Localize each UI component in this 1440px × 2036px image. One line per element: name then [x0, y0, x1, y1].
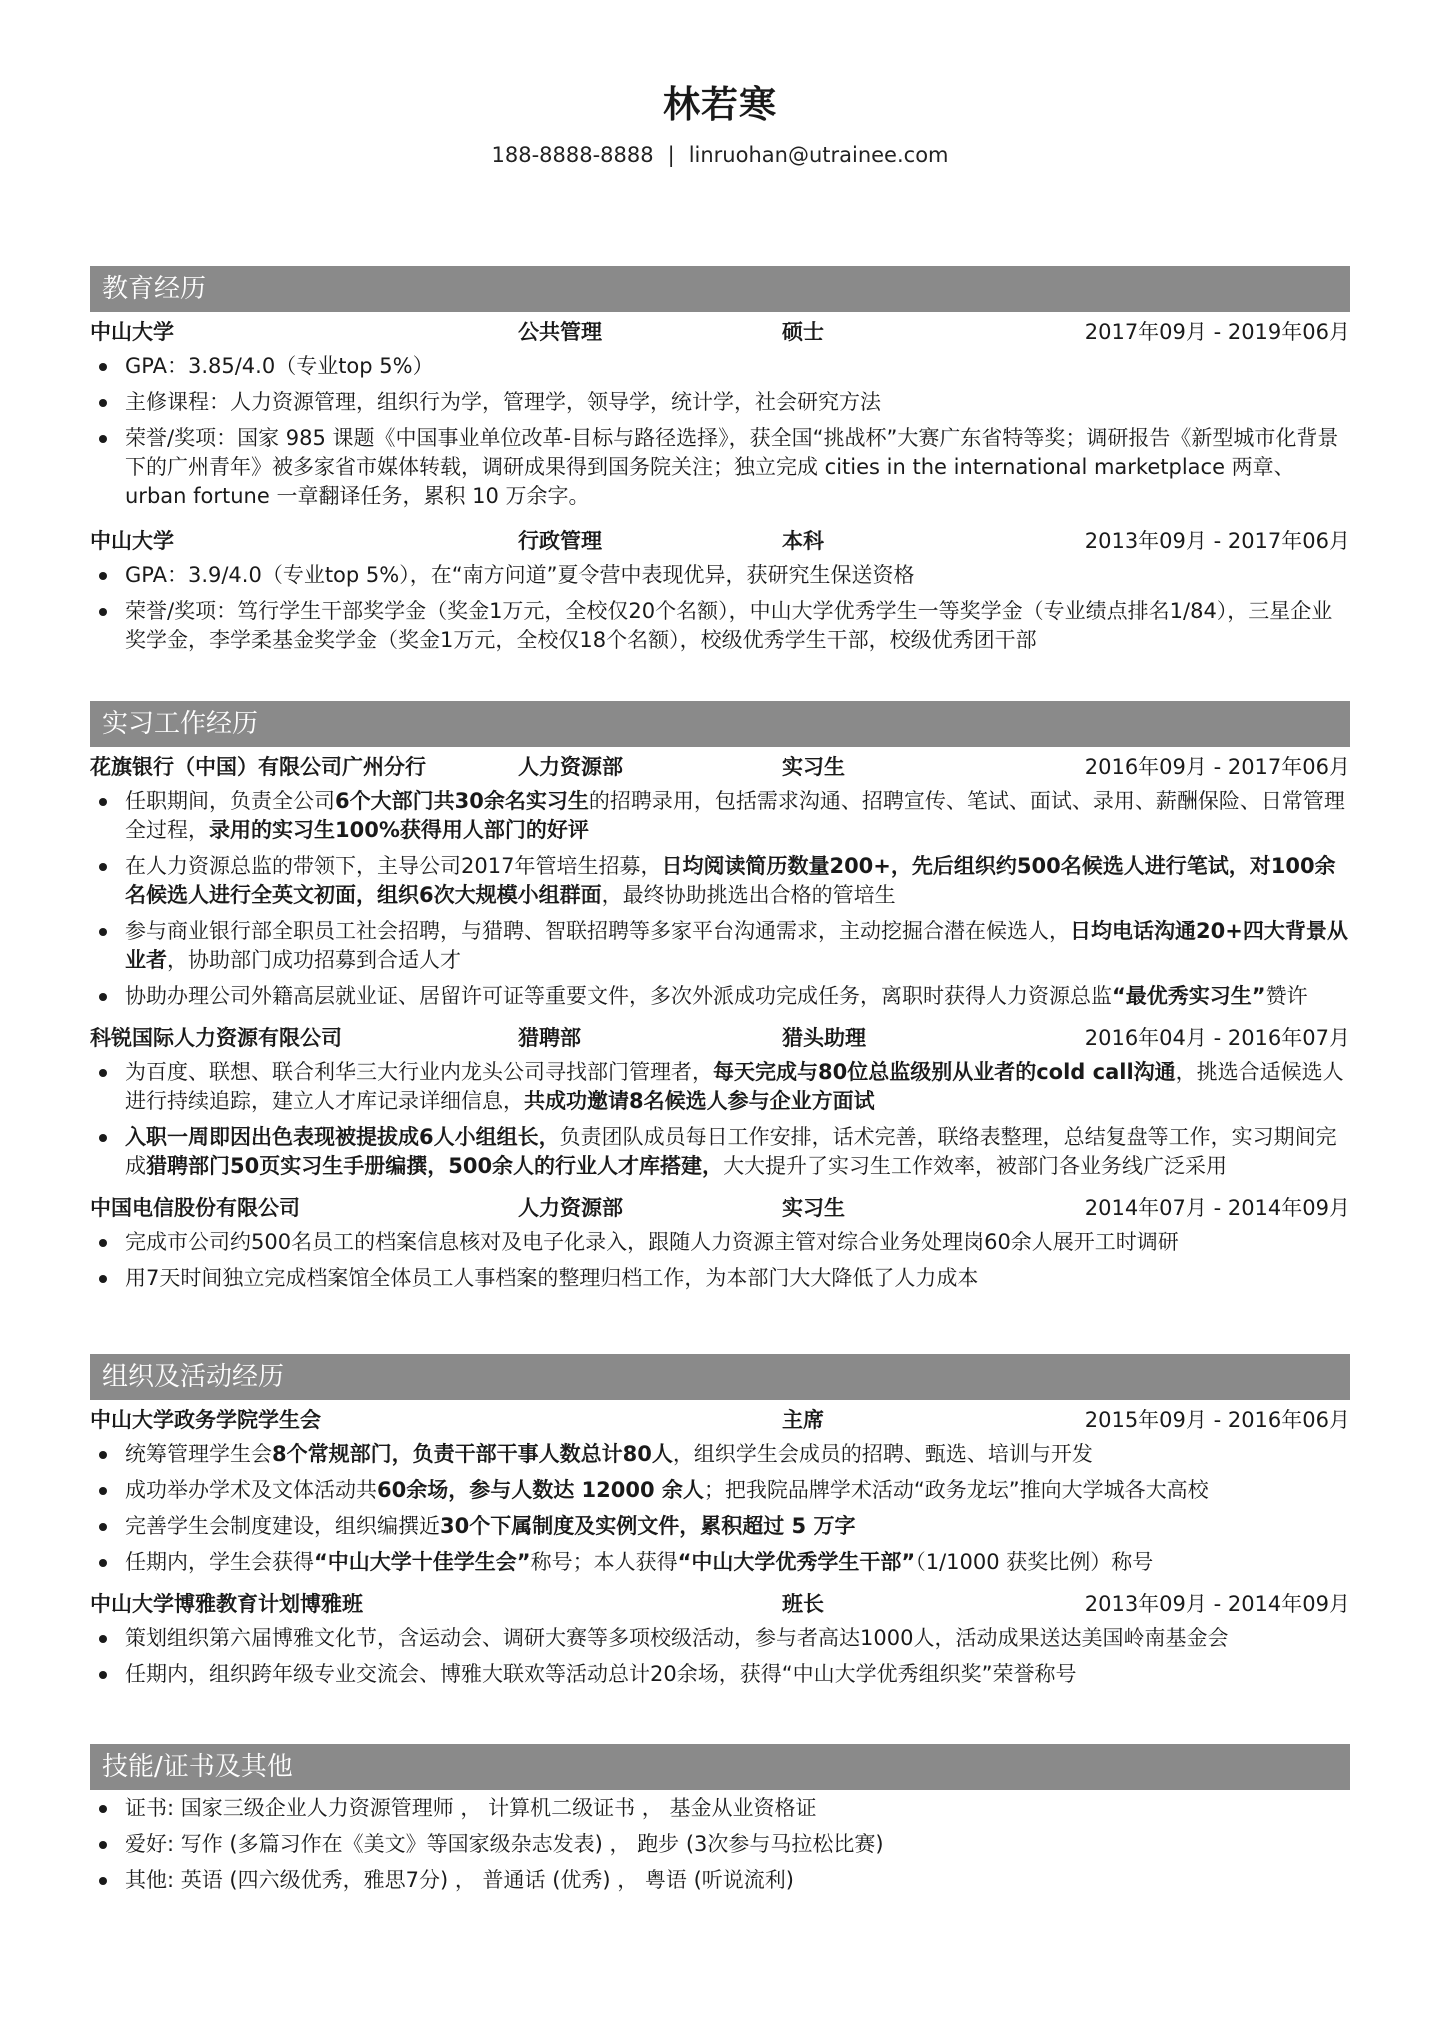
date-range: 2013年09月 - 2014年09月: [1084, 1592, 1350, 1616]
section-title: 技能/证书及其他: [90, 1744, 1350, 1790]
bullet-list: [90, 561, 1350, 655]
department: 公共管理: [518, 320, 602, 344]
entry-header: [90, 747, 1350, 787]
section-skills: [90, 1744, 1350, 1902]
role: 猎头助理: [782, 1026, 866, 1050]
bullet-item: [90, 1440, 1350, 1469]
bullet-item: [90, 597, 1350, 655]
bullet-text: 任期内，学生会获得: [125, 1550, 314, 1574]
bullet-list: [90, 1624, 1350, 1689]
role: 实习生: [782, 755, 845, 779]
bullet-text: 完成市公司约500名员工的档案信息核对及电子化录入，跟随人力资源主管对综合业务处理岗60余人展开工时调研: [125, 1230, 1179, 1254]
bullet-item: [90, 1624, 1350, 1653]
role: 实习生: [782, 1196, 845, 1220]
entry-header: [90, 1018, 1350, 1058]
bullet-item: [90, 852, 1350, 910]
bullet-text: 任职期间，负责全公司: [125, 789, 335, 813]
email-address: linruohan@utrainee.com: [688, 143, 949, 167]
highlight-text: 6个大部门共30余名实习生: [335, 789, 589, 813]
organization: 中山大学: [90, 529, 174, 553]
bullet-text: 荣誉/奖项：笃行学生干部奖学金（奖金1万元，全校仅20个名额），中山大学优秀学生一等奖学金（专业绩点排名1/84），三星企业奖学金，李学柔基金奖学金（奖金1万元，全校仅18个名额），校级优秀学生干部，校级优秀团干部: [125, 599, 1333, 652]
highlight-text: 每天完成与80位总监级别从业者的cold call沟通: [713, 1060, 1176, 1084]
bullet-text: 为百度、联想、联合利华三大行业内龙头公司寻找部门管理者，: [125, 1060, 713, 1084]
bullet-text: 证书: 国家三级企业人力资源管理师 ， 计算机二级证书 ， 基金从业资格证: [125, 1796, 817, 1820]
organization: 中国电信股份有限公司: [90, 1196, 300, 1220]
bullet-text: ；把我院品牌学术活动“政务龙坛”推向大学城各大高校: [703, 1478, 1209, 1502]
bullet-item: [90, 1548, 1350, 1577]
bullet-item: [90, 1228, 1350, 1257]
bullet-item: [90, 1830, 1350, 1859]
bullet-text: 称号；本人获得: [530, 1550, 678, 1574]
bullet-text: 的招聘录用，包括需求沟通、招聘宣传、笔试、面试、录用、薪酬保险、日常管理全过程，: [125, 789, 1345, 842]
date-range: 2016年09月 - 2017年06月: [1084, 755, 1350, 779]
bullet-text: ，组织学生会成员的招聘、甄选、培训与开发: [672, 1442, 1093, 1466]
bullet-item: [90, 787, 1350, 845]
bullet-list: [90, 352, 1350, 511]
organization: 中山大学博雅教育计划博雅班: [90, 1592, 363, 1616]
section-education: [90, 266, 1350, 662]
department: 猎聘部: [518, 1026, 581, 1050]
bullet-item: [90, 424, 1350, 511]
section-activities: [90, 1354, 1350, 1696]
highlight-text: “中山大学十佳学生会”: [314, 1550, 531, 1574]
bullet-item: [90, 1866, 1350, 1895]
role: 硕士: [782, 320, 824, 344]
date-range: 2013年09月 - 2017年06月: [1084, 529, 1350, 553]
phone-number: 188-8888-8888: [491, 143, 654, 167]
bullet-item: [90, 352, 1350, 381]
bullet-item: [90, 982, 1350, 1011]
entry-header: [90, 521, 1350, 561]
bullet-list: [90, 1794, 1350, 1895]
highlight-text: 入职一周即因出色表现被提拔成6人小组组长，: [125, 1125, 560, 1149]
bullet-text: 大大提升了实习生工作效率，被部门各业务线广泛采用: [723, 1154, 1228, 1178]
bullet-text: 在人力资源总监的带领下，主导公司2017年管培生招募，: [125, 854, 662, 878]
bullet-item: [90, 917, 1350, 975]
highlight-text: 共成功邀请8名候选人参与企业方面试: [524, 1089, 875, 1113]
department: 人力资源部: [518, 1196, 623, 1220]
bullet-text: 成功举办学术及文体活动共: [125, 1478, 377, 1502]
role: 本科: [782, 529, 824, 553]
entry-header: [90, 1188, 1350, 1228]
bullet-text: 完善学生会制度建设，组织编撰近: [125, 1514, 440, 1538]
section-internship: [90, 701, 1350, 1300]
highlight-text: “最优秀实习生”: [1112, 984, 1266, 1008]
organization: 中山大学政务学院学生会: [90, 1408, 321, 1432]
bullet-list: [90, 1228, 1350, 1293]
bullet-item: [90, 1264, 1350, 1293]
bullet-item: [90, 561, 1350, 590]
bullet-text: 任期内，组织跨年级专业交流会、博雅大联欢等活动总计20余场，获得“中山大学优秀组织奖”荣誉称号: [125, 1662, 1077, 1686]
bullet-text: 主修课程：人力资源管理，组织行为学，管理学，领导学，统计学，社会研究方法: [125, 390, 881, 414]
date-range: 2017年09月 - 2019年06月: [1084, 320, 1350, 344]
bullet-text: 策划组织第六届博雅文化节，含运动会、调研大赛等多项校级活动，参与者高达1000人，活动成果送达美国岭南基金会: [125, 1626, 1229, 1650]
bullet-list: [90, 787, 1350, 1011]
highlight-text: 日均阅读简历数量200+，先后组织约500名候选人进行笔试，对100余名候选人进行全英文初面，组织6次大规模小组群面: [125, 854, 1336, 907]
bullet-text: 用7天时间独立完成档案馆全体员工人事档案的整理归档工作，为本部门大大降低了人力成本: [125, 1266, 979, 1290]
entry-header: [90, 312, 1350, 352]
role: 班长: [782, 1592, 824, 1616]
highlight-text: 录用的实习生100%获得用人部门的好评: [209, 818, 589, 842]
entry-header: [90, 1584, 1350, 1624]
contact-line: [90, 140, 1350, 170]
bullet-list: [90, 1058, 1350, 1181]
bullet-text: 爱好: 写作 (多篇习作在《美文》等国家级杂志发表) ， 跑步 (3次参与马拉松比赛): [125, 1832, 884, 1856]
highlight-text: 60余场，参与人数达 12000 余人: [377, 1478, 704, 1502]
date-range: 2015年09月 - 2016年06月: [1084, 1408, 1350, 1432]
department: 行政管理: [518, 529, 602, 553]
bullet-text: GPA：3.9/4.0（专业top 5%），在“南方问道”夏令营中表现优异，获研究生保送资格: [125, 563, 915, 587]
bullet-text: 赞许: [1265, 984, 1308, 1008]
highlight-text: 8个常规部门，负责干部干事人数总计80人: [272, 1442, 673, 1466]
bullet-text: 荣誉/奖项：国家 985 课题《中国事业单位改革-目标与路径选择》，获全国“挑战杯”大赛广东省特等奖；调研报告《新型城市化背景下的广州青年》被多家省市媒体转载，调研成果得到国务院关注；独立完成 cities in the international marketplace 两章、urban fortune 一章翻译任务，累积 10 万余字。: [125, 426, 1339, 508]
bullet-item: [90, 388, 1350, 417]
bullet-text: ，最终协助挑选出合格的管培生: [601, 883, 896, 907]
contact-separator: |: [667, 143, 675, 167]
bullet-text: 参与商业银行部全职员工社会招聘，与猎聘、智联招聘等多家平台沟通需求，主动挖掘合潜在候选人，: [125, 919, 1070, 943]
bullet-text: GPA：3.85/4.0（专业top 5%）: [125, 354, 434, 378]
bullet-item: [90, 1123, 1350, 1181]
bullet-text: ，挑选合适候选人进行持续追踪，建立人才库记录详细信息，: [125, 1060, 1344, 1113]
bullet-item: [90, 1512, 1350, 1541]
organization: 花旗银行（中国）有限公司广州分行: [90, 755, 426, 779]
candidate-name: 林若寒: [663, 83, 777, 126]
organization: 中山大学: [90, 320, 174, 344]
highlight-text: 日均电话沟通20+四大背景从业者: [125, 919, 1348, 972]
organization: 科锐国际人力资源有限公司: [90, 1026, 342, 1050]
bullet-text: ，协助部门成功招募到合适人才: [167, 948, 461, 972]
bullet-item: [90, 1660, 1350, 1689]
section-title: 实习工作经历: [90, 701, 1350, 747]
bullet-text: 协助办理公司外籍高层就业证、居留许可证等重要文件，多次外派成功完成任务，离职时获得人力资源总监: [125, 984, 1112, 1008]
section-title: 组织及活动经历: [90, 1354, 1350, 1400]
highlight-text: “中山大学优秀学生干部”: [677, 1550, 916, 1574]
bullet-text: 统筹管理学生会: [125, 1442, 272, 1466]
bullet-item: [90, 1476, 1350, 1505]
bullet-text: （1/1000 获奖比例）称号: [915, 1550, 1154, 1574]
date-range: 2014年07月 - 2014年09月: [1084, 1196, 1350, 1220]
bullet-item: [90, 1058, 1350, 1116]
section-title: 教育经历: [90, 266, 1350, 312]
highlight-text: 猎聘部门50页实习生手册编撰，500余人的行业人才库搭建，: [146, 1154, 724, 1178]
bullet-text: 负责团队成员每日工作安排，话术完善，联络表整理，总结复盘等工作，实习期间完成: [125, 1125, 1337, 1178]
bullet-text: 其他: 英语 (四六级优秀，雅思7分) ， 普通话 (优秀) ， 粤语 (听说流利): [125, 1868, 794, 1892]
resume-page: [90, 0, 1350, 1892]
bullet-list: [90, 1440, 1350, 1577]
entry-header: [90, 1400, 1350, 1440]
role: 主席: [782, 1408, 824, 1432]
bullet-item: [90, 1794, 1350, 1823]
highlight-text: 30个下属制度及实例文件，累积超过 5 万字: [440, 1514, 856, 1538]
date-range: 2016年04月 - 2016年07月: [1084, 1026, 1350, 1050]
department: 人力资源部: [518, 755, 623, 779]
